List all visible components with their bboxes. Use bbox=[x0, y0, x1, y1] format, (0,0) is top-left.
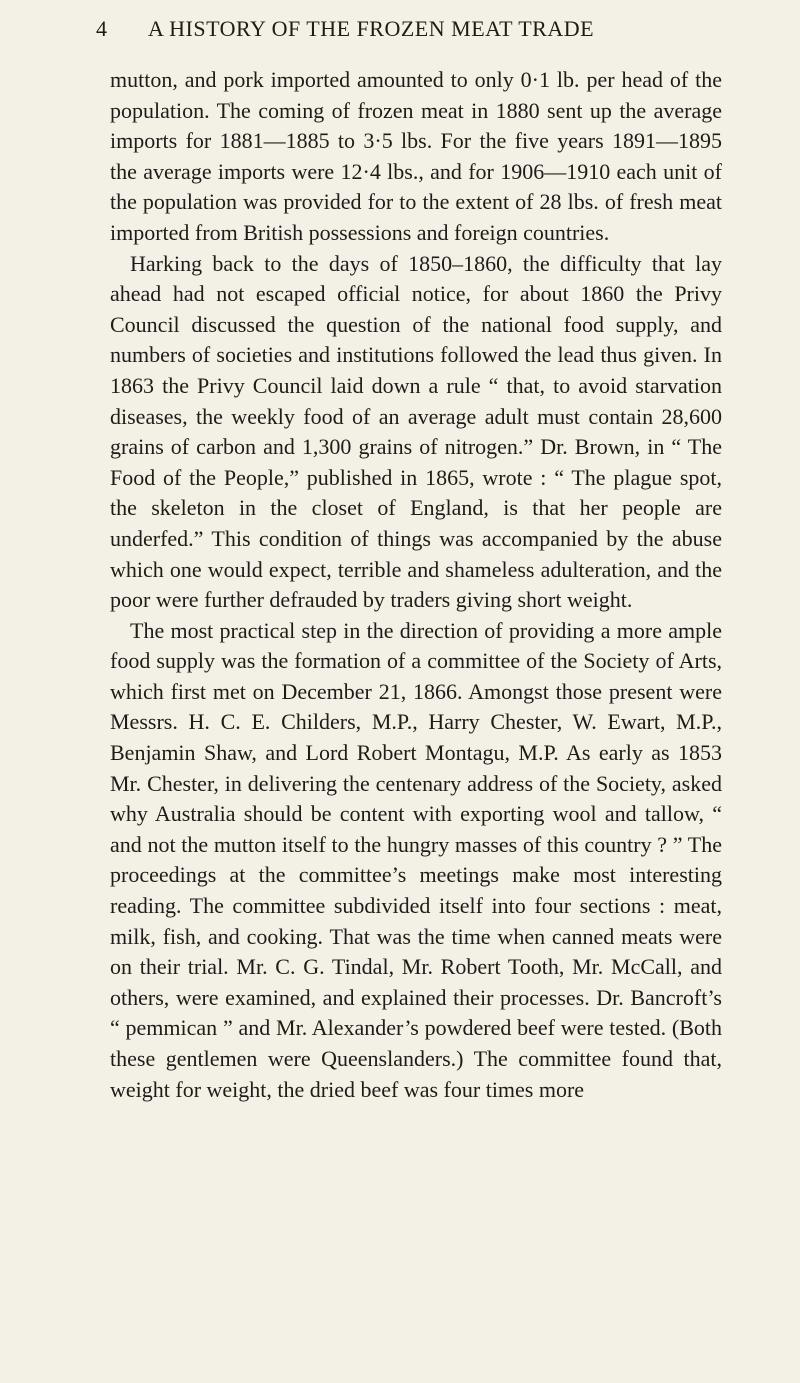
running-title: A HISTORY OF THE FROZEN MEAT TRADE bbox=[148, 16, 595, 41]
paragraph: Harking back to the days of 1850–1860, the difficulty that lay ahead had not escaped official notice, for about 1860 the Privy Council discussed the question of the national food supply, and numbers of societies and institutions followed the lead thus given. In 1863 the Privy Council laid down a rule “ that, to avoid starvation diseases, the weekly food of an average adult must contain 28,600 grains of carbon and 1,300 grains of nitrogen.” Dr. Brown, in “ The Food of the People,” published in 1865, wrote : “ The plague spot, the skeleton in the closet of England, is that her people are underfed.” This condition of things was accompanied by the abuse which one would expect, terrible and shameless adulteration, and the poor were further defrauded by traders giving short weight. bbox=[110, 250, 722, 613]
page-number: 4 bbox=[96, 16, 108, 41]
body-text bbox=[110, 65, 722, 1105]
paragraph-continued: mutton, and pork imported amounted to only 0·1 lb. per head of the population. The coming of frozen meat in 1880 sent up the average imports for 1881—1885 to 3·5 lbs. For the five years 1891—1895 the average imports were 12·4 lbs., and for 1906—1910 each unit of the population was provided for to the extent of 28 lbs. of fresh meat imported from British possessions and foreign countries. bbox=[110, 67, 722, 245]
paragraph: The most practical step in the direction of providing a more ample food supply was the formation of a committee of the Society of Arts, which first met on December 21, 1866. Amongst those present were Messrs. H. C. E. Childers, M.P., Harry Chester, W. Ewart, M.P., Benjamin Shaw, and Lord Robert Montagu, M.P. As early as 1853 Mr. Chester, in delivering the centenary address of the Society, asked why Australia should be content with exporting wool and tallow, “ and not the mutton itself to the hungry masses of this country ? ” The proceedings at the committee’s meetings make most interesting reading. The committee subdivided itself into four sections : meat, milk, fish, and cooking. That was the time when canned meats were on their trial. Mr. C. G. Tindal, Mr. Robert Tooth, Mr. McCall, and others, were examined, and explained their processes. Dr. Bancroft’s “ pemmican ” and Mr. Alexander’s powdered beef were tested. (Both these gentlemen were Queenslanders.) The committee found that, weight for weight, the dried beef was four times more bbox=[110, 617, 722, 1102]
running-header bbox=[96, 14, 726, 44]
